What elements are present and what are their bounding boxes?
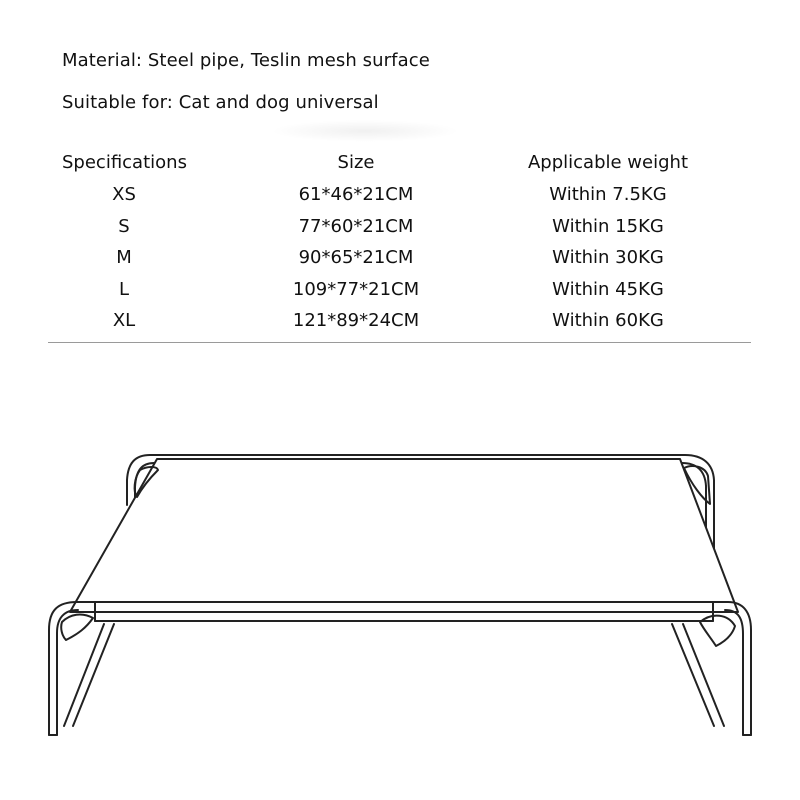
header-applicable-weight: Applicable weight <box>527 152 689 173</box>
material-text: Material: Steel pipe, Teslin mesh surface <box>62 50 430 71</box>
front-left-leg <box>64 624 114 726</box>
header-size: Size <box>337 152 375 173</box>
spec-cell: XL <box>112 310 136 331</box>
weight-cell: Within 60KG <box>552 310 664 331</box>
mesh-surface <box>70 459 738 612</box>
size-cell: 77*60*21CM <box>298 216 414 237</box>
size-cell: 61*46*21CM <box>298 184 414 205</box>
weight-cell: Within 30KG <box>552 247 664 268</box>
size-cell: 90*65*21CM <box>298 247 414 268</box>
spec-cell: S <box>118 216 130 237</box>
suitable-text: Suitable for: Cat and dog universal <box>62 92 379 113</box>
spec-cell: L <box>118 279 130 300</box>
front-frame-inner <box>57 610 743 735</box>
weight-cell: Within 7.5KG <box>549 184 667 205</box>
spec-cell: XS <box>112 184 136 205</box>
size-cell: 109*77*21CM <box>292 279 420 300</box>
front-right-leg <box>672 624 724 726</box>
weight-cell: Within 15KG <box>552 216 664 237</box>
weight-cell: Within 45KG <box>552 279 664 300</box>
front-left-corner <box>61 615 93 640</box>
size-cell: 121*89*24CM <box>292 310 420 331</box>
spec-cell: M <box>116 247 132 268</box>
header-specifications: Specifications <box>62 152 187 173</box>
